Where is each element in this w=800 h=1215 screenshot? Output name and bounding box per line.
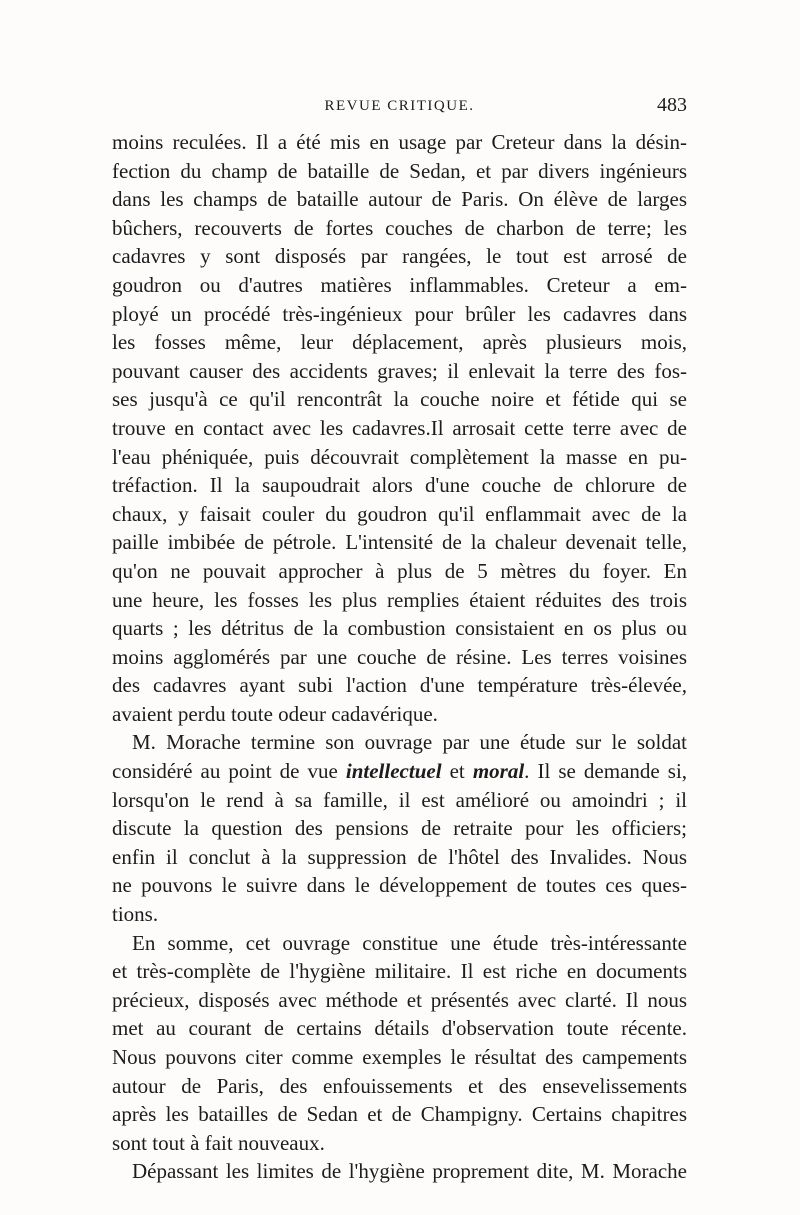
emphasis-text: intellectuel (345, 759, 442, 784)
text-line: les fosses même, leur déplacement, après plusieurs mois, (112, 330, 687, 355)
text-line: paille imbibée de pétrole. L'intensité de la chaleur devenait telle, (112, 530, 687, 555)
text-line: tréfaction. Il la saupoudrait alors d'une couche de chlorure de (112, 473, 687, 498)
text-line: ployé un procédé très-ingénieux pour brûler les cadavres dans (112, 301, 687, 326)
text-line: tions. (112, 902, 159, 927)
text-line: Nous pouvons citer comme exemples le résultat des campements (112, 1045, 687, 1069)
page-number: 483 (657, 94, 687, 116)
text-line: En somme, cet ouvrage constitue une étude très-intéressante (132, 930, 687, 955)
text-line: trouve en contact avec les cadavres.Il arrosait cette terre avec de (112, 415, 687, 440)
text-line: des cadavres ayant subi l'action d'une température très-élevée, (112, 673, 687, 698)
text-line: met au courant de certains détails d'observation toute récente. (112, 1016, 687, 1041)
text-line: qu'on ne pouvait approcher à plus de 5 mètres du foyer. En (112, 558, 687, 583)
text-line: ne pouvons le suivre dans le développement de toutes ces ques- (112, 873, 687, 898)
text-line: l'eau phéniquée, puis découvrait complètement la masse en pu- (112, 444, 687, 469)
text-line: fection du champ de bataille de Sedan, et par divers ingénieurs (112, 158, 687, 183)
text-line: discute la question des pensions de retraite pour les officiers; (112, 816, 687, 841)
text-line: enfin il conclut à la suppression de l'hôtel des Invalides. Nous (112, 844, 687, 869)
text-span: et (441, 759, 473, 784)
text-line: après les batailles de Sedan et de Champigny. Certains chapitres (112, 1102, 687, 1127)
text-line: goudron ou d'autres matières inflammables. Creteur a em- (112, 272, 687, 297)
text-line: sont tout à fait nouveaux. (112, 1130, 325, 1155)
running-head (112, 94, 687, 124)
text-line: pouvant causer des accidents graves; il enlevait la terre des fos- (112, 358, 687, 383)
text-line: moins agglomérés par une couche de résine. Les terres voisines (112, 644, 687, 669)
text-line: autour de Paris, des enfouissements et des ensevelissements (112, 1073, 687, 1098)
body-text (112, 128, 687, 1186)
text-line: quarts ; les détritus de la combustion consistaient en os plus ou (112, 616, 687, 641)
text-line: précieux, disposés avec méthode et présentés avec clarté. Il nous (112, 987, 687, 1012)
emphasis-text: moral (472, 759, 525, 784)
text-line: M. Morache termine son ouvrage par une étude sur le soldat (132, 730, 687, 755)
text-line: Dépassant les limites de l'hygiène proprement dite, M. Morache (132, 1159, 687, 1184)
text-line: bûchers, recouverts de fortes couches de charbon de terre; les (112, 215, 687, 240)
running-head-title: REVUE CRITIQUE. (324, 98, 475, 114)
text-line: moins reculées. Il a été mis en usage par Creteur dans la désin- (112, 130, 687, 154)
text-line (112, 757, 687, 786)
text-line: chaux, y faisait couler du goudron qu'il enflammait avec de la (112, 501, 687, 526)
text-span: considéré au point de vue (112, 759, 346, 784)
text-line: et très-complète de l'hygiène militaire. Il est riche en documents (112, 959, 687, 984)
text-span: . Il se demande si, (524, 759, 687, 784)
text-line: avaient perdu toute odeur cadavérique. (112, 701, 438, 726)
text-line: une heure, les fosses les plus remplies étaient réduites des trois (112, 587, 687, 612)
text-line: dans les champs de bataille autour de Paris. On élève de larges (112, 187, 687, 212)
text-line: ses jusqu'à ce qu'il rencontrât la couche noire et fétide qui se (112, 387, 687, 412)
text-line: cadavres y sont disposés par rangées, le tout est arrosé de (112, 244, 687, 269)
text-line: lorsqu'on le rend à sa famille, il est amélioré ou amoindri ; il (112, 787, 687, 812)
